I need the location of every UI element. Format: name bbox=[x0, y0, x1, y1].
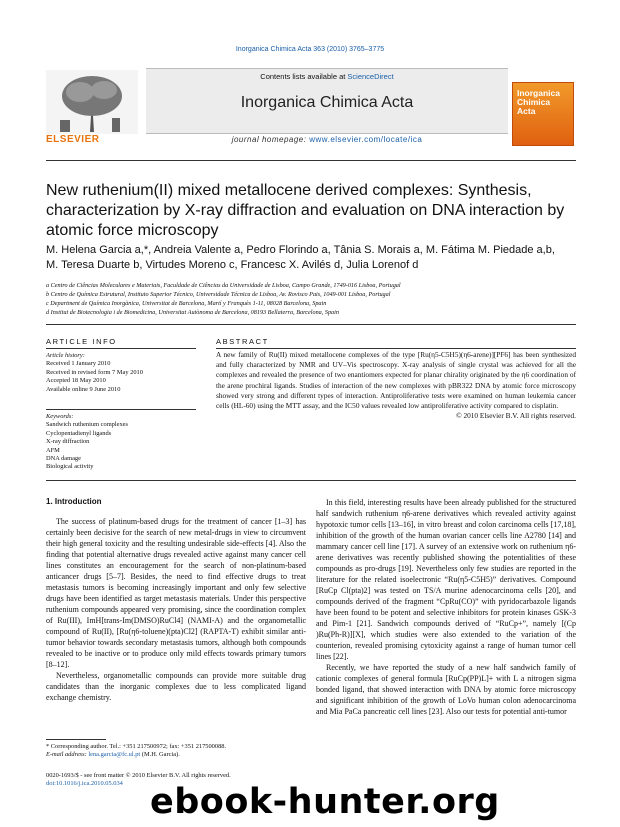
journal-homepage: journal homepage: www.elsevier.com/locate/ica bbox=[231, 135, 423, 144]
abstract-text: A new family of Ru(II) mixed metallocene complexes of the type [Ru(η5-C5H5)(η6-arene)][PF6] has been synthesized and fully characterized by NMR and UV–Vis spectroscopy. X-ray analysis of single crystal was achieved for all the complexes and revealed the presence of two enantiomers expected for planar chirality originated by the η6 coordination of the arene prochiral ligands. Studies of interaction of the new complexes with pBR322 DNA by atomic force microscopy showed very strong and different types of interaction. Antiproliferative tests were examined on human leukemia cancer cells (HL-60) using the MTT assay, and the IC50 values revealed low antiproliferative activity compared to cisplatin. bbox=[216, 350, 576, 411]
keywords-label: Keywords: bbox=[46, 413, 74, 420]
affiliations-divider bbox=[46, 324, 576, 325]
abstract-rule bbox=[216, 348, 576, 349]
watermark: ebook-hunter.org bbox=[150, 782, 500, 822]
history-label: Article history: bbox=[46, 352, 85, 359]
keywords-rule bbox=[46, 409, 196, 410]
keyword: DNA damage bbox=[46, 455, 81, 463]
left-column bbox=[46, 516, 306, 703]
email-link[interactable]: lena.garcia@fc.ul.pt bbox=[88, 751, 141, 759]
corresponding-author: * Corresponding author. Tel.: +351 217500972; fax: +351 217500088. bbox=[46, 743, 227, 750]
keyword: AFM bbox=[46, 446, 60, 454]
keyword: X-ray diffraction bbox=[46, 438, 90, 446]
journal-cover-thumbnail[interactable] bbox=[512, 82, 574, 146]
affiliations bbox=[46, 281, 576, 317]
contents-line: Contents lists available at ScienceDirect bbox=[260, 72, 394, 81]
header-divider bbox=[46, 160, 576, 161]
history-accepted: Accepted 18 May 2010 bbox=[46, 377, 106, 385]
journal-reference[interactable]: Inorganica Chimica Acta 363 (2010) 3765–3775 bbox=[235, 46, 385, 53]
history-online: Available online 9 June 2010 bbox=[46, 385, 121, 393]
affiliation-a: a Centro de Ciências Moleculares e Materiais, Faculdade de Ciências da Universidade de Lisboa, Campo Grande, 1749-016 Lisboa, Portugal bbox=[46, 282, 401, 289]
authors-line-1: M. Helena Garcia a,*, Andreia Valente a, Pedro Florindo a, Tânia S. Morais a, M. Fátima M. Piedade a,b, bbox=[46, 244, 555, 256]
article-title: New ruthenium(II) mixed metallocene derived complexes: Synthesis, characterization by X-ray diffraction and evaluation on DNA interaction by atomic force microscopy bbox=[46, 182, 565, 239]
author-list bbox=[46, 243, 576, 273]
affiliation-c: c Department de Química Inorgànica, Universitat de Barcelona, Martí y Franquès 1-11, 08028 Barcelona, Spain bbox=[46, 300, 327, 307]
affiliation-d: d Institut de Biotecnologia i de Biomedicina, Universitat Autònoma de Barcelona, 08193 Bellaterra, Barcelona, Spain bbox=[46, 309, 339, 316]
footnote bbox=[46, 743, 306, 759]
abstract-copyright: © 2010 Elsevier B.V. All rights reserved. bbox=[456, 411, 576, 421]
affiliation-b: b Centro de Química Estrutural, Instituto Superior Técnico, Universidade Técnica de Lisboa, Av. Rovisco Pais, 1049-001 Lisboa, Portugal bbox=[46, 291, 391, 298]
paragraph: Nevertheless, organometallic compounds can provide more suitable drug candidates than the inorganic complexes due to less complicated ligand exchange chemistry. bbox=[46, 671, 306, 702]
frontmatter-divider bbox=[46, 480, 576, 481]
sciencedirect-link[interactable]: ScienceDirect bbox=[347, 72, 394, 81]
paragraph: Recently, we have reported the study of a new half sandwich family of cationic complexes of general formula [RuCp(PP)L]+ with L a nitrogen sigma bonded ligand, that showed interaction with DNA by atomic force microscopy and significant inhibition of the growth of LoVo human colon adenocarcinoma and Mia PaCa pancreatic cell lines [23]. Also our tests for potential anti-tumor bbox=[316, 663, 576, 716]
paragraph: In this field, interesting results have been already published for the structured half sandwich ruthenium η6-arene derivatives which revealed activity against hypotoxic tumor cells [13–16], in vitro breast and colon carcinoma cells [17,18], inhibition of the growth of the human ovarian cancer cells line A2780 [14] and mammary cancer cell line [17]. A survey of an extensive work on ruthenium η6-arene derivatives was recently published showing the potentialities of these compounds as pro-drugs [19]. Nevertheless only few studies are reported in the literature for the related isoelectronic “Ru(η5-C5H5)” derivatives. Compound [RuCp Cl(pta)2] was tested on TS/A murine adenocarcinoma cells [20], and compounds derived of the fragment “CpRu(CO)” with pyridocarbazole ligands have been found to be potent and selective inhibitors for protein kinases GSK-3 and Pim-1 [21]. Sandwich compounds derived of “RuCp+”, namely [(Cp )Ru(Ph-R)][X], which studies were also extended to the variation of the counterion, revealed promising cytoxicity against a range of human tumor cell lines [22]. bbox=[316, 498, 576, 661]
journal-title: Inorganica Chimica Acta bbox=[240, 94, 414, 111]
keywords bbox=[46, 413, 196, 472]
doi-link[interactable]: doi:10.1016/j.ica.2010.05.034 bbox=[46, 780, 123, 788]
keyword: Biological activity bbox=[46, 463, 94, 471]
keyword: Sandwich ruthenium complexes bbox=[46, 421, 128, 429]
cover-title: Inorganica Chimica Acta bbox=[517, 88, 560, 116]
history-received: Received 1 January 2010 bbox=[46, 360, 111, 368]
homepage-link[interactable]: www.elsevier.com/locate/ica bbox=[309, 135, 423, 144]
section-heading: 1. Introduction bbox=[46, 497, 102, 506]
publisher-name: ELSEVIER bbox=[46, 134, 100, 145]
history-revised: Received in revised form 7 May 2010 bbox=[46, 368, 143, 376]
authors-line-2: M. Teresa Duarte b, Virtudes Moreno c, Francesc X. Avilés d, Julia Lorenof d bbox=[46, 259, 419, 271]
article-info-heading: ARTICLE INFO bbox=[46, 337, 117, 346]
issn-line: 0020-1693/$ - see front matter © 2010 Elsevier B.V. All rights reserved. bbox=[46, 772, 231, 779]
article-history bbox=[46, 352, 196, 394]
article-info-rule bbox=[46, 348, 196, 349]
paragraph: The success of platinum-based drugs for the treatment of cancer [1–3] has certainly been decisive for the search of new metal-drugs in view to circumvent their high general toxicity and the resulting undesirable side-effects [4]. Also the finding that potential alternative drugs revealed active against many cancer cell lines constitutes an encouragement for the search of non-platinum-based anticancer drugs [5–7]. Besides, the need to find effective drugs to treat metastasis tumors is becoming increasingly important and only few selective drugs have been identified as target metastasis materials. Under this perspective ruthenium compounds appeared very promising, since the coordination complex of Ru(III), ImH[trans-Im(DMSO)RuCl4] (NAMI-A) and the organometallic compound of Ru(II), [Ru(η6-toluene)(pta)Cl2] (RAPTA-T) exhibit similar anti-tumor behavior towards secondary metastasis tumors, although both compounds revealed to be inactive or to produce only mild effects towards primary tumors [8–12]. bbox=[46, 517, 306, 669]
abstract-heading: ABSTRACT bbox=[216, 337, 269, 346]
abstract bbox=[216, 350, 576, 421]
right-column bbox=[316, 497, 576, 717]
keyword: Cyclopentadienyl ligands bbox=[46, 429, 112, 437]
footnote-rule bbox=[46, 739, 106, 740]
email-line: E-mail address: lena.garcia@fc.ul.pt (M.H. Garcia). bbox=[46, 751, 180, 759]
